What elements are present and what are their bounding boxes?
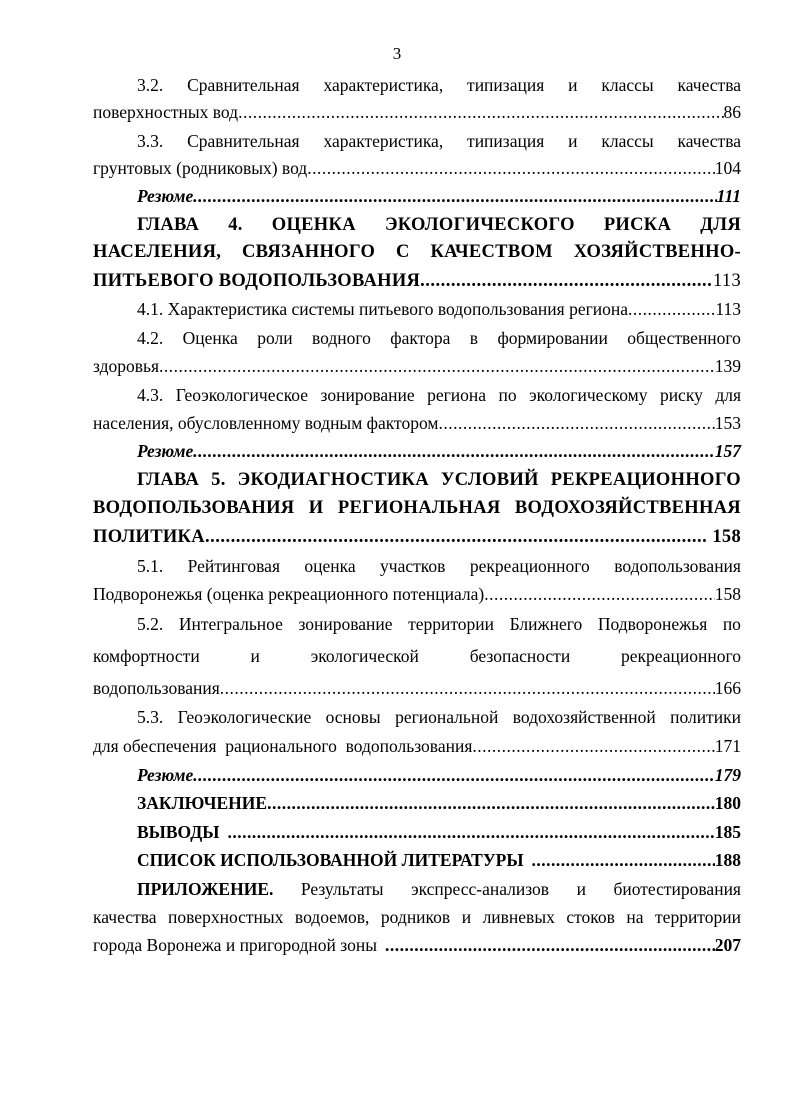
toc-word: типизация: [467, 131, 545, 151]
toc-word: родников: [380, 907, 451, 927]
toc-word: КАЧЕСТВОМ: [430, 242, 553, 262]
toc-entry-5-2-line1: [137, 611, 741, 637]
toc-entry-text: грунтовых (родниковых) вод: [93, 158, 308, 178]
toc-page-number: 171: [714, 736, 741, 756]
toc-entry-4-3-line2: [93, 410, 741, 436]
toc-entry-text: населения, обусловленному водным фактором: [93, 413, 439, 433]
toc-word: 5.2.: [137, 614, 164, 634]
toc-entry-3-2-line2: [93, 99, 741, 125]
toc-appendix-line3: [93, 932, 741, 958]
toc-entry-4-2-line2: [93, 353, 741, 379]
toc-entry-text: ПИТЬЕВОГО ВОДОПОЛЬЗОВАНИЯ: [93, 271, 421, 291]
toc-entry-text: города Воронежа и пригородной зоны: [93, 935, 377, 955]
toc-word: общественного: [627, 328, 741, 348]
toc-appendix-line2: [93, 904, 741, 930]
toc-word: водохозяйственной: [512, 707, 656, 727]
toc-word: региона: [427, 385, 487, 405]
toc-entry-5-1-line1: [137, 553, 741, 579]
toc-page-number: 157: [714, 441, 741, 461]
toc-resume-ch3: [137, 183, 741, 209]
toc-word: СВЯЗАННОГО: [242, 242, 376, 262]
toc-word: стоков: [566, 907, 615, 927]
toc-word: комфортности: [93, 646, 200, 666]
toc-word: территории: [408, 614, 495, 634]
toc-word: классы: [601, 75, 654, 95]
toc-chapter-5-line2: [93, 495, 741, 521]
toc-word: С: [395, 242, 410, 262]
toc-page-number: 113: [715, 299, 741, 319]
toc-word: Рейтинговая: [187, 556, 280, 576]
toc-conclusion: [137, 790, 741, 816]
toc-entry-5-3-line1: [137, 704, 741, 730]
toc-word: Подворонежья: [597, 614, 708, 634]
toc-word: по: [722, 614, 741, 634]
toc-entry-text: 4.1. Характеристика системы питьевого водопользования региона: [137, 299, 629, 319]
toc-word: ливневых: [482, 907, 555, 927]
toc-word: НАСЕЛЕНИЯ,: [93, 242, 222, 262]
toc-entry-3-3-line2: [93, 155, 741, 181]
toc-page-number: 166: [714, 678, 741, 698]
toc-entry-text: Резюме: [137, 765, 194, 785]
toc-entry-5-3-line2: [93, 733, 741, 759]
toc-appendix-line1: [137, 876, 741, 902]
toc-word: роли: [257, 328, 293, 348]
toc-word: формировании: [497, 328, 608, 348]
toc-word: региональной: [395, 707, 499, 727]
toc-entry-4-1: [137, 296, 741, 322]
toc-entry-text: поверхностных вод: [93, 102, 239, 122]
toc-word: характеристика,: [323, 75, 444, 95]
toc-word: и: [568, 131, 578, 151]
toc-chapter-4-line2: [93, 239, 741, 265]
toc-page-number: 104: [714, 158, 741, 178]
toc-entry-text: Резюме: [137, 186, 194, 206]
toc-word: ОЦЕНКА: [271, 215, 356, 235]
toc-entry-text: для обеспечения рационального водопользования: [93, 736, 473, 756]
page-number: 3: [392, 44, 402, 63]
toc-word: участков: [380, 556, 446, 576]
toc-word: ВОДОХОЗЯЙСТВЕННАЯ: [514, 498, 741, 518]
toc-page-number: 158: [712, 527, 741, 547]
toc-entry-5-2-line2: [93, 643, 741, 669]
toc-word: качества: [677, 75, 741, 95]
toc-entry-text: ЗАКЛЮЧЕНИЕ: [137, 793, 268, 813]
toc-findings: [137, 819, 741, 845]
toc-word: по: [498, 385, 517, 405]
toc-word: поверхностных: [168, 907, 284, 927]
toc-page-number: 180: [714, 793, 741, 813]
toc-word: биотестирования: [613, 879, 741, 899]
toc-word: на: [626, 907, 644, 927]
toc-word: 4.3.: [137, 385, 164, 405]
toc-word: экологическому: [529, 385, 648, 405]
toc-chapter-5-line3: [93, 524, 741, 550]
toc-entry-text: СПИСОК ИСПОЛЬЗОВАННОЙ ЛИТЕРАТУРЫ: [137, 850, 524, 870]
toc-word: и: [250, 646, 260, 666]
toc-word: Геоэкологические: [177, 707, 312, 727]
toc-word: РИСКА: [603, 215, 672, 235]
toc-word: 5.: [211, 470, 226, 490]
toc-word: качества: [93, 907, 157, 927]
toc-page-number: 111: [716, 186, 741, 206]
toc-word: водного: [311, 328, 371, 348]
toc-appendix-title: ПРИЛОЖЕНИЕ.: [137, 879, 274, 899]
toc-word: 3.2.: [137, 75, 164, 95]
toc-page-number: 113: [713, 271, 741, 291]
toc-page-number: 139: [714, 356, 741, 376]
toc-entry-3-2-line1: [137, 72, 741, 98]
toc-word: типизация: [467, 75, 545, 95]
toc-word: ВОДОПОЛЬЗОВАНИЯ: [93, 498, 295, 518]
toc-word: территории: [655, 907, 741, 927]
toc-entry-text: ПОЛИТИКА: [93, 527, 205, 547]
toc-references: [137, 847, 741, 873]
toc-word: оценка: [304, 556, 356, 576]
toc-word: Результаты: [300, 879, 384, 899]
toc-word: РЕГИОНАЛЬНАЯ: [337, 498, 501, 518]
toc-page-number: 207: [714, 935, 741, 955]
toc-word: Ближнего: [509, 614, 583, 634]
toc-entry-5-1-line2: [93, 581, 741, 607]
toc-word: РЕКРЕАЦИОННОГО: [550, 470, 741, 490]
toc-word: Интегральное: [178, 614, 283, 634]
toc-word: риску: [659, 385, 703, 405]
toc-word: экспресс-анализов: [411, 879, 550, 899]
toc-word: и: [568, 75, 578, 95]
toc-word: качества: [677, 131, 741, 151]
toc-entry-text: здоровья: [93, 356, 160, 376]
toc-word: 5.3.: [137, 707, 164, 727]
toc-entry-text: Резюме: [137, 441, 194, 461]
toc-word: ЭКОЛОГИЧЕСКОГО: [384, 215, 575, 235]
toc-entry-5-2-line3: [93, 675, 741, 701]
toc-word: водопользования: [614, 556, 741, 576]
toc-word: рекреационного: [469, 556, 590, 576]
toc-entry-text: Подворонежья (оценка рекреационного потенциала): [93, 584, 485, 604]
toc-page-number: 86: [723, 102, 741, 122]
toc-word: Оценка: [182, 328, 238, 348]
toc-page-number: 153: [714, 413, 741, 433]
toc-word: ГЛАВА: [137, 470, 200, 490]
toc-chapter-4-line3: [93, 268, 741, 294]
toc-word: фактора: [390, 328, 451, 348]
toc-word: ЭКОДИАГНОСТИКА: [237, 470, 429, 490]
toc-word: и: [461, 907, 472, 927]
toc-page-number: 179: [714, 765, 741, 785]
toc-word: 5.1.: [137, 556, 164, 576]
toc-entry-text: водопользования: [93, 678, 220, 698]
toc-word: И: [308, 498, 324, 518]
toc-word: основы: [325, 707, 381, 727]
toc-resume-ch5: [137, 762, 741, 788]
toc-word: ХОЗЯЙСТВЕННО-: [573, 242, 741, 262]
toc-page-number: 158: [714, 584, 741, 604]
toc-word: УСЛОВИЙ: [440, 470, 539, 490]
toc-word: безопасности: [469, 646, 571, 666]
toc-word: экологической: [310, 646, 419, 666]
toc-page-number: 185: [714, 822, 741, 842]
toc-resume-ch4: [137, 438, 741, 464]
toc-word: 4.2.: [137, 328, 164, 348]
toc-word: Геоэкологическое: [175, 385, 309, 405]
toc-word: ГЛАВА: [137, 215, 200, 235]
toc-word: в: [469, 328, 479, 348]
toc-word: классы: [601, 131, 654, 151]
toc-word: политики: [670, 707, 741, 727]
toc-entry-4-3-line1: [137, 382, 741, 408]
toc-word: Сравнительная: [187, 75, 300, 95]
toc-page-number: 188: [714, 850, 741, 870]
toc-chapter-5-line1: [137, 467, 741, 493]
toc-word: зонирование: [320, 385, 415, 405]
toc-word: водоемов,: [294, 907, 370, 927]
toc-word: 3.3.: [137, 131, 164, 151]
toc-word: характеристика,: [323, 131, 444, 151]
toc-entry-3-3-line1: [137, 128, 741, 154]
toc-word: и: [576, 879, 586, 899]
toc-entry-text: ВЫВОДЫ: [137, 822, 220, 842]
toc-word: Сравнительная: [187, 131, 300, 151]
toc-entry-4-2-line1: [137, 325, 741, 351]
toc-word: ДЛЯ: [700, 215, 741, 235]
toc-word: для: [715, 385, 741, 405]
toc-word: 4.: [228, 215, 243, 235]
toc-chapter-4-line1: [137, 212, 741, 238]
toc-word: рекреационного: [621, 646, 741, 666]
toc-word: зонирование: [298, 614, 393, 634]
